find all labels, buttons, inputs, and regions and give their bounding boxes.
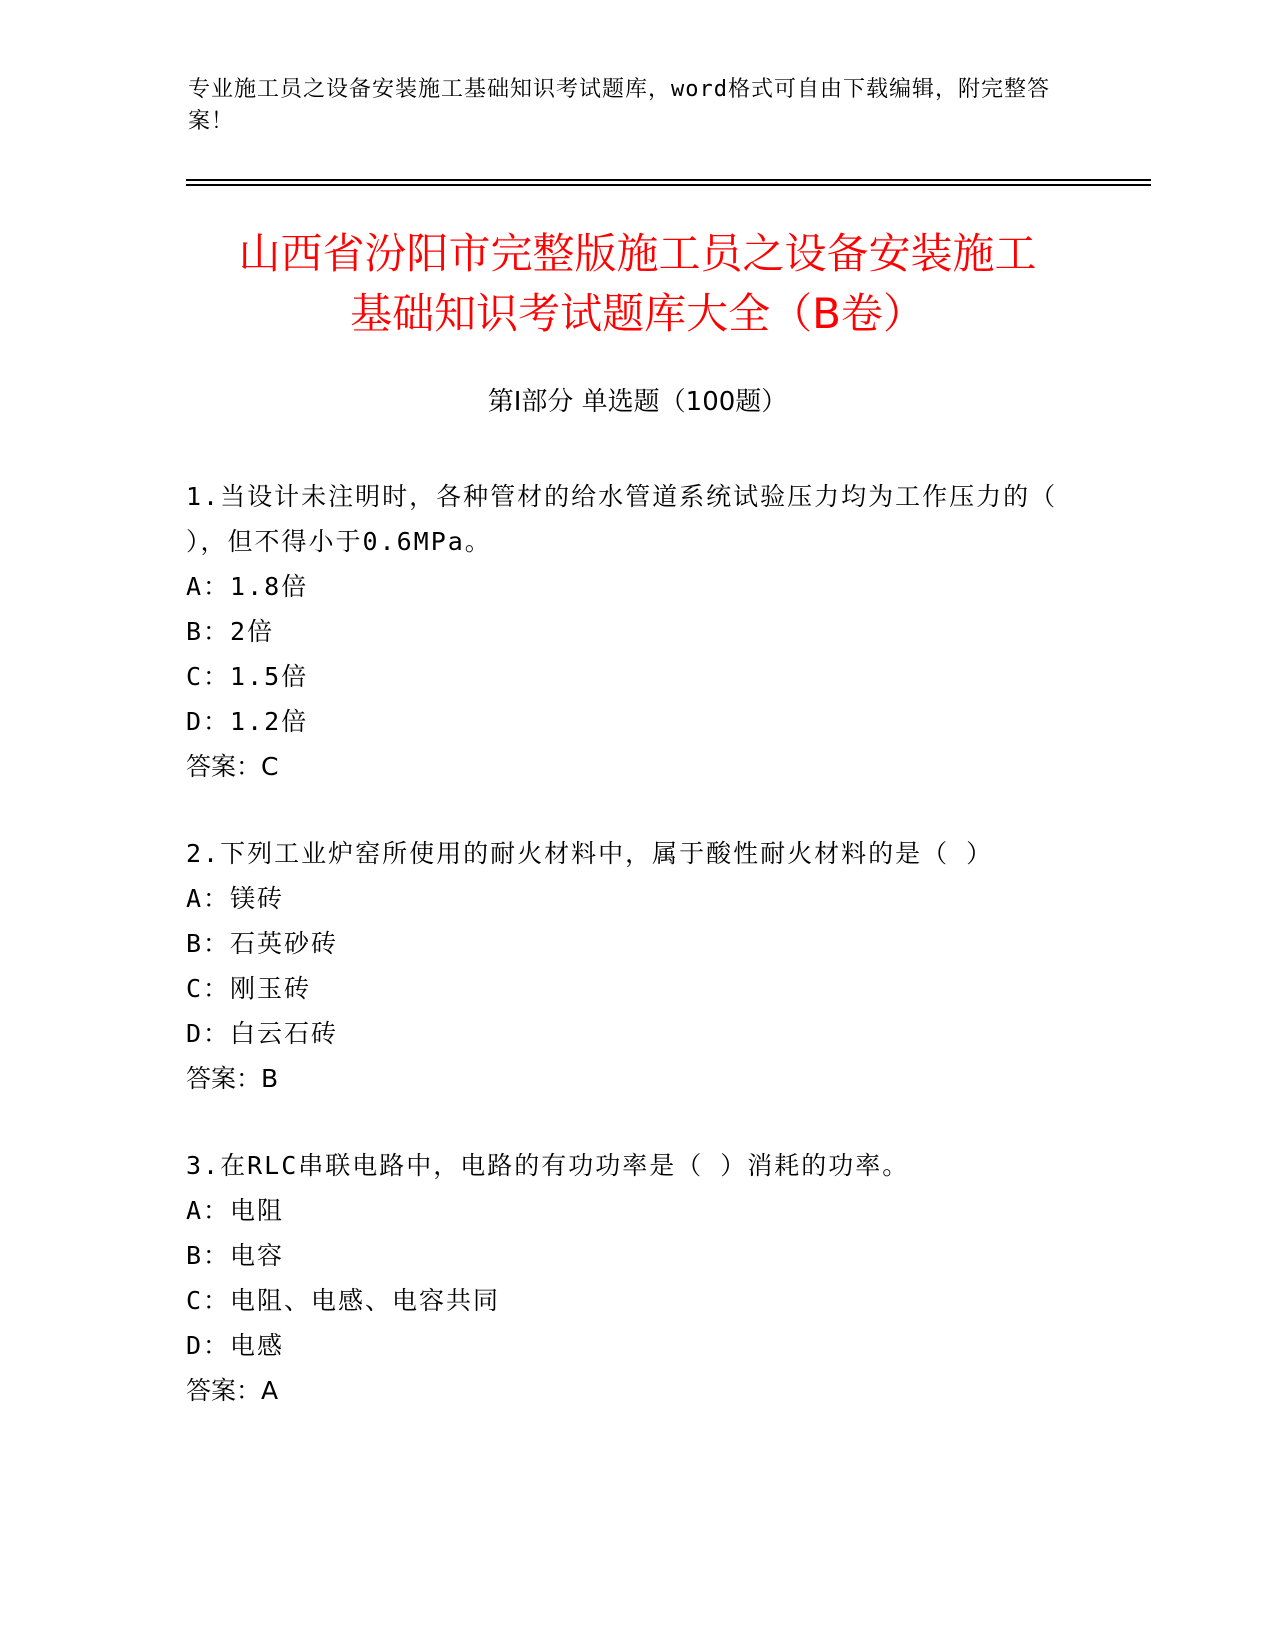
document-title-line-1: 山西省汾阳市完整版施工员之设备安装施工: [238, 229, 1037, 278]
option-b: B：石英砂砖: [186, 929, 339, 958]
question-3: [186, 1143, 1066, 1413]
document-title: [150, 224, 1125, 344]
option-d: D：电感: [186, 1331, 285, 1360]
answer: 答案：C: [186, 752, 279, 781]
question-2: [186, 831, 1066, 1101]
option-d: D：白云石砖: [186, 1019, 339, 1048]
option-a: A：电阻: [186, 1196, 285, 1225]
question-text: 2.下列工业炉窑所使用的耐火材料中，属于酸性耐火材料的是（ ）: [186, 839, 994, 868]
option-c: C：1.5倍: [186, 662, 309, 691]
question-1: [186, 474, 1066, 789]
option-b: B：电容: [186, 1241, 285, 1270]
option-a: A：镁砖: [186, 884, 285, 913]
answer: 答案：B: [186, 1064, 279, 1093]
option-c: C：电阻、电感、电容共同: [186, 1286, 501, 1315]
header-divider-top: [186, 179, 1151, 181]
option-a: A：1.8倍: [186, 572, 309, 601]
question-text: 1.当设计未注明时，各种管材的给水管道系统试验压力均为工作压力的（ ），但不得小于0.6MPa。: [186, 482, 1058, 556]
question-list: [186, 474, 1066, 1455]
header-note: 专业施工员之设备安装施工基础知识考试题库，word格式可自由下载编辑，附完整答案！: [188, 77, 1050, 134]
document-title-line-2: 基础知识考试题库大全（B卷）: [350, 289, 925, 338]
option-b: B：2倍: [186, 617, 275, 646]
section-title: 第Ⅰ部分 单选题（100题）: [487, 387, 788, 417]
question-text: 3.在RLC串联电路中，电路的有功功率是（ ）消耗的功率。: [186, 1151, 910, 1180]
header-divider-bottom: [186, 184, 1151, 186]
option-c: C：刚玉砖: [186, 974, 312, 1003]
answer: 答案：A: [186, 1376, 279, 1405]
option-d: D：1.2倍: [186, 707, 309, 736]
